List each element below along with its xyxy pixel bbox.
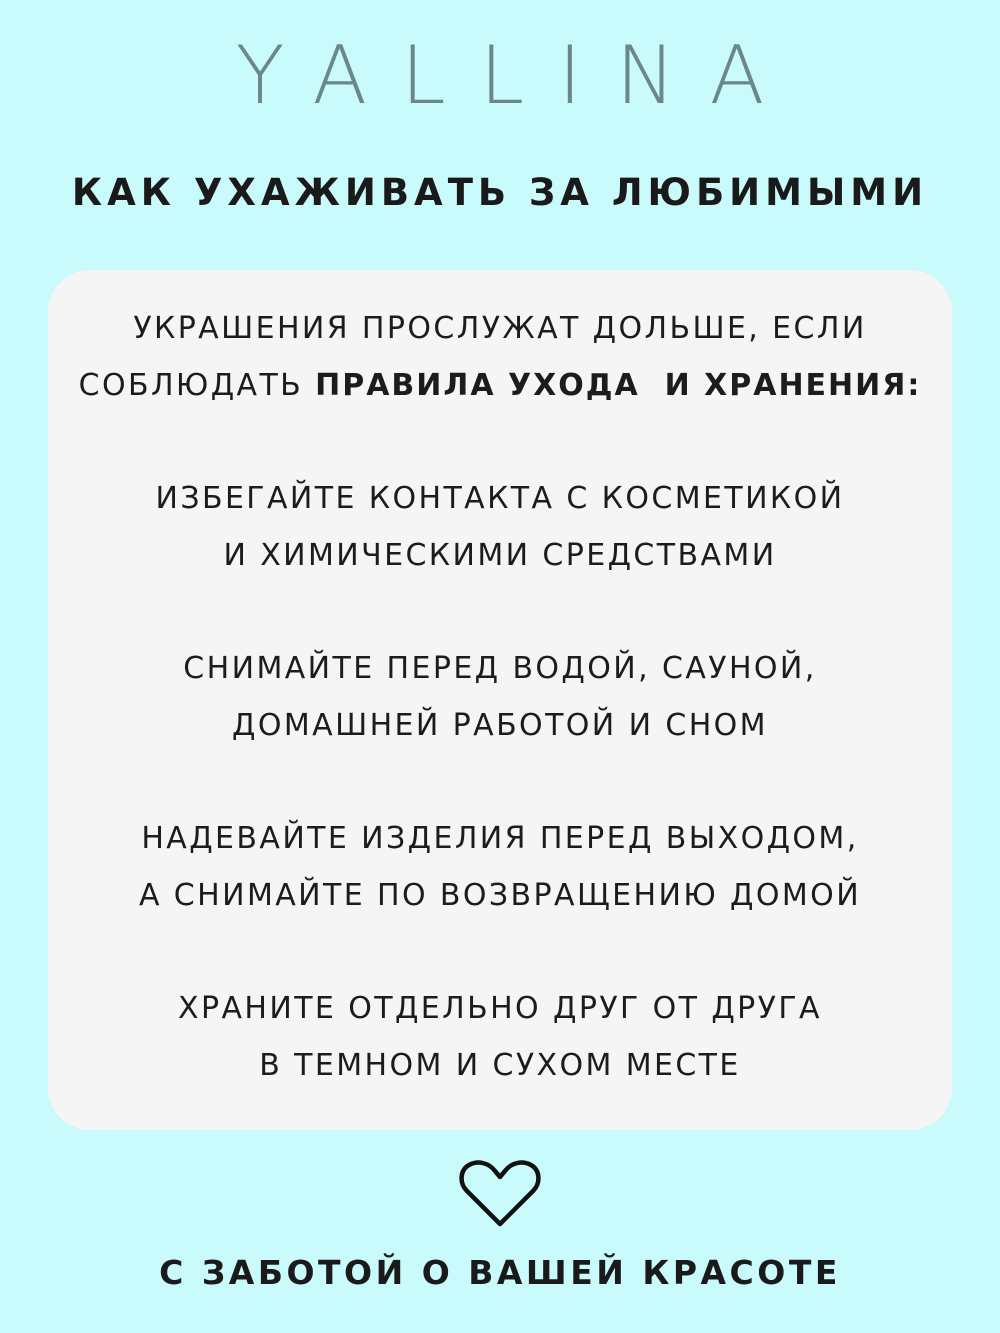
intro-text [48,300,952,414]
rule-item [48,470,952,584]
brand-logo: YALLINA [235,29,799,122]
rule-item [48,640,952,754]
intro-line-2 [48,357,952,414]
rule-line-1: СНИМАЙТЕ ПЕРЕД ВОДОЙ, САУНОЙ, [183,651,817,686]
rule-line-1: НАДЕВАЙТЕ ИЗДЕЛИЯ ПЕРЕД ВЫХОДОМ, [141,821,859,856]
intro-line-1: УКРАШЕНИЯ ПРОСЛУЖАТ ДОЛЬШЕ, ЕСЛИ [133,311,867,346]
heart-outline-icon [459,1160,541,1228]
rule-line-2: И ХИМИЧЕСКИМИ СРЕДСТВАМИ [223,538,777,573]
rule-line-1: ИЗБЕГАЙТЕ КОНТАКТА С КОСМЕТИКОЙ [155,481,845,516]
rule-line-1: ХРАНИТЕ ОТДЕЛЬНО ДРУГ ОТ ДРУГА [178,991,822,1026]
rule-item [48,810,952,924]
intro-line-2-plain: СОБЛЮДАТЬ [78,368,316,403]
page-title: КАК УХАЖИВАТЬ ЗА ЛЮБИМЫМИ [71,171,929,214]
care-rules-card [48,270,952,1130]
rule-line-2: В ТЕМНОМ И СУХОМ МЕСТЕ [259,1048,741,1083]
rule-line-2: А СНИМАЙТЕ ПО ВОЗВРАЩЕНИЮ ДОМОЙ [138,878,862,913]
rule-line-2: ДОМАШНЕЙ РАБОТОЙ И СНОМ [232,708,768,743]
rule-item [48,980,952,1094]
footer-slogan: С ЗАБОТОЙ О ВАШЕЙ КРАСОТЕ [159,1253,841,1292]
intro-line-2-bold: ПРАВИЛА УХОДА И ХРАНЕНИЯ: [315,368,922,403]
